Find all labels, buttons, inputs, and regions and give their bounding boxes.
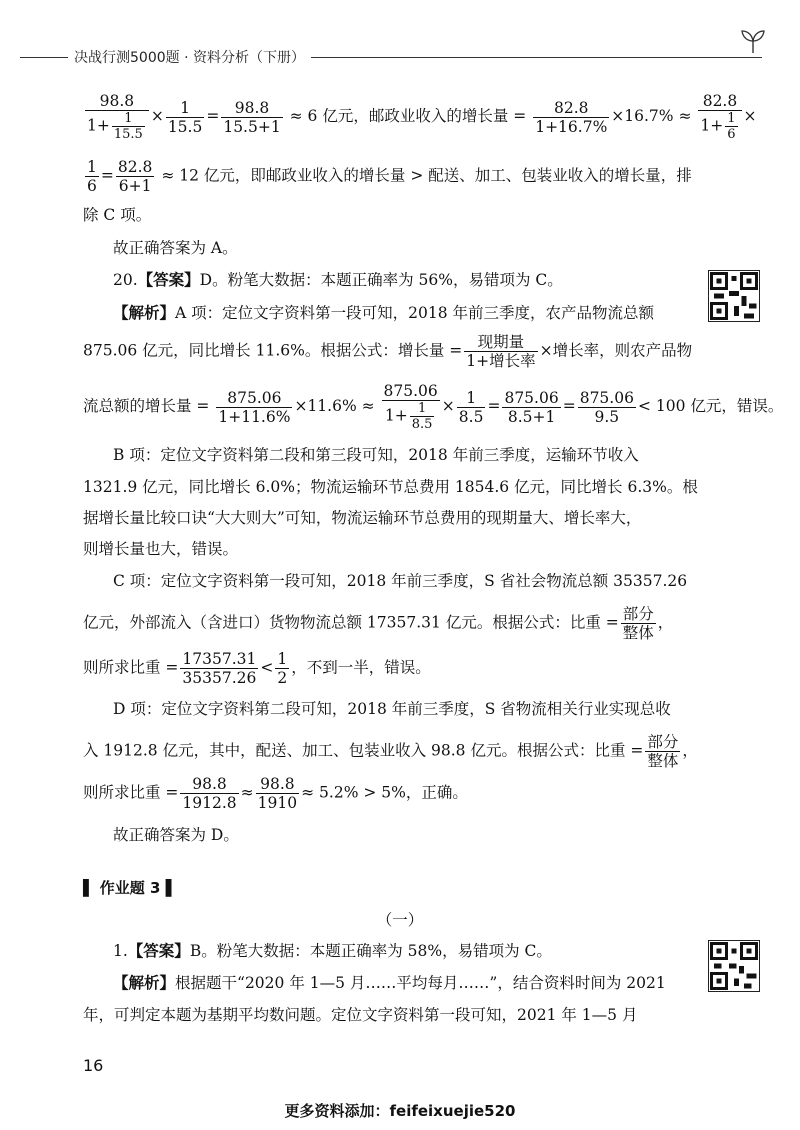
answer-line: 故正确答案为 D。	[113, 826, 239, 844]
option-d-ratio: 则所求比重 = $\frac{98.8}{1912.8}$ ≈ $\frac{98.8}{1910}$ ≈ 5.2% > 5%，正确。	[83, 775, 468, 812]
option-d-line: 入 1912.8 亿元，其中，配送、加工、包装业收入 98.8 亿元。根据公式：比重 = $\frac{\text{部分}}{\text{整体}}$ ，	[83, 733, 698, 770]
text-line: 除 C 项。	[83, 206, 152, 224]
footer-note: 更多资料添加：feifeixuejie520	[284, 1102, 516, 1120]
option-b-line: 据增长量比较口诀“大大则大”可知，物流运输环节总费用的现期量大、增长率大，	[83, 509, 642, 527]
qr-code-icon	[708, 940, 760, 992]
section-title: ▌ 作业题 3 ▌	[83, 879, 178, 897]
q20-growth-formula: 流总额的增长量 = $\frac{875.06}{1+11.6\%}$ ×11.6% ≈ 875.06 1+ $\frac{1}{8.5}$ × $\frac{1}{8.5}$ = $\frac{875.06}{8.5+1}$ = $\frac{875.06}{9.5}$ < 100 亿元，错误。	[83, 382, 784, 432]
answer-line: 故正确答案为 A。	[113, 239, 238, 257]
qr-code-icon	[708, 270, 760, 322]
option-b-line: 1321.9 亿元，同比增长 6.0%；物流运输环节总费用 1854.6 亿元，同比增长 6.3%。根	[83, 478, 698, 496]
option-b-line: 则增长量也大，错误。	[83, 540, 239, 558]
subsection-title: （一）	[376, 911, 424, 929]
running-header: 决战行测5000题 · 资料分析（下册）	[68, 47, 311, 67]
page-number: 16	[83, 1056, 104, 1075]
q20-formula-line: 875.06 亿元，同比增长 11.6%。根据公式：增长量 = $\frac{\text{现期量}}{\text{1+增长率}}$ ×增长率，则农产品物	[83, 333, 693, 370]
q1-analysis: 【解析】根据题干“2020 年 1—5 月……平均每月……”，结合资料时间为 2021	[113, 973, 666, 992]
option-d-line: D 项：定位文字资料第二段可知，2018 年前三季度，S 省物流相关行业实现总收	[113, 700, 671, 718]
option-c-line: C 项：定位文字资料第一段可知，2018 年前三季度，S 省社会物流总额 35357.26	[113, 572, 688, 590]
q20-analysis-a: 【解析】A 项：定位文字资料第一段可知，2018 年前三季度，农产品物流总额	[113, 303, 655, 322]
q20-answer: 20.【答案】D。粉笔大数据：本题正确率为 56%，易错项为 C。	[113, 270, 563, 289]
option-c-line: 亿元，外部流入（含进口）货物物流总额 17357.31 亿元。根据公式：比重 = $\frac{\text{部分}}{\text{整体}}$ ，	[83, 605, 674, 642]
option-c-ratio: 则所求比重 = $\frac{17357.31}{35357.26}$ < $\frac{1}{2}$ ，不到一半，错误。	[83, 650, 431, 687]
formula-line-2: $\frac{1}{6}$ = $\frac{82.8}{6+1}$ ≈ 12 亿元，即邮政业收入的增长量 > 配送、加工、包装业收入的增长量，排	[87, 158, 692, 195]
sprout-icon	[738, 28, 768, 54]
formula-line-1: 98.8 1+ $\frac{1}{15.5}$ × $\frac{1}{15.5}$ = $\frac{98.8}{15.5+1}$ ≈ 6 亿元，邮政业收入的增长量 = $\frac{82.8}{1+16.7\%}$ ×16.7% ≈ 82.8 1+ $\frac{1}{6}$ ×	[87, 92, 757, 142]
q1-answer: 1.【答案】B。粉笔大数据：本题正确率为 58%，易错项为 C。	[113, 941, 552, 960]
q1-analysis-line: 年，可判定本题为基期平均数问题。定位文字资料第一段可知，2021 年 1—5 月	[83, 1006, 638, 1024]
option-b-line: B 项：定位文字资料第二段和第三段可知，2018 年前三季度，运输环节收入	[113, 446, 639, 464]
